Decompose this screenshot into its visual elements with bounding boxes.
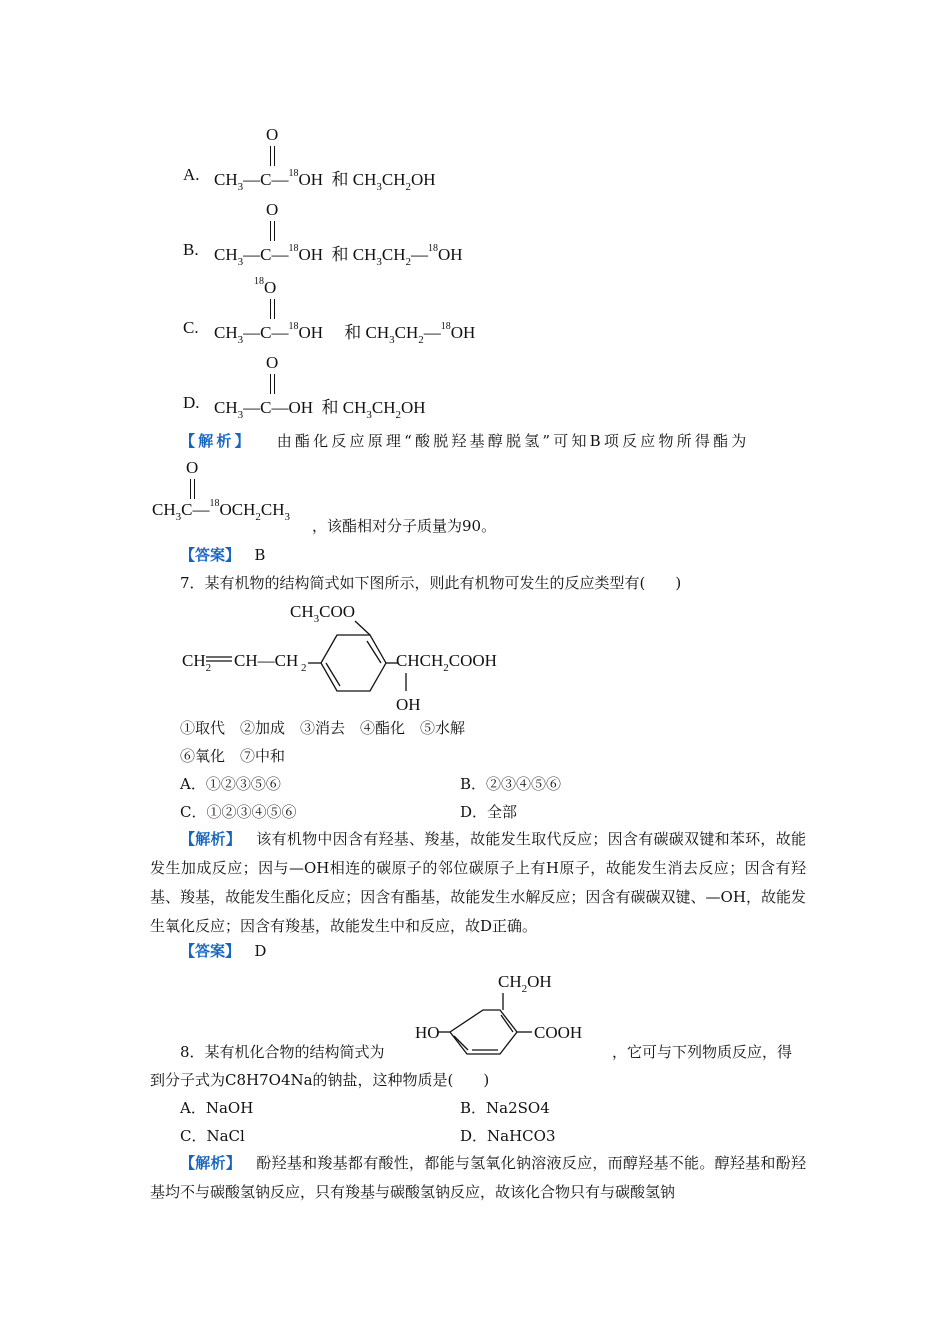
q8-option-d: D．NaHCO3 (460, 1127, 556, 1145)
q6-option-b-formula: $CH_3—C—^{18}OH$ 和 $CH_3CH_2—^{18}OH$ (214, 243, 463, 268)
q8-stem-part2: ，它可与下列物质反应，得 (612, 1043, 793, 1061)
q6-option-d-label: D. (183, 393, 200, 412)
q7-answer: 【答案】 D (180, 942, 267, 960)
q8-stem-part3: 到分子式为C8H7O4Na的钠盐，这种物质是( ) (150, 1071, 490, 1089)
q6-ester-formula: $CH_3C—^{18}OCH_2CH_3$ (152, 498, 290, 523)
q7-option-c: C．①②③④⑤⑥ (180, 803, 297, 821)
q6-ester-carbonyl-o: O (186, 458, 199, 477)
svg-text:CH3COO: $CH_3COO$ (290, 602, 356, 625)
q6-option-b-label: B. (183, 240, 199, 259)
svg-text:CHCH2COOH: $CHCH_2COOH$ (396, 651, 497, 674)
svg-text:COOH: COOH (534, 1023, 583, 1042)
q7-option-b: B．②③④⑤⑥ (460, 775, 562, 793)
q6-option-c-label: C. (183, 318, 199, 337)
q8-option-b: B．Na2SO4 (460, 1099, 550, 1117)
q7-reaction-types-line1: ①取代 ②加成 ③消去 ④酯化 ⑤水解 (180, 719, 466, 737)
q7-stem: 7．某有机物的结构简式如下图所示，则此有机物可发生的反应类型有( ) (180, 574, 682, 592)
q7-option-a: A．①②③⑤⑥ (180, 775, 281, 793)
q6-option-d-carbonyl-o: O (266, 353, 279, 372)
q7-option-d: D．全部 (460, 803, 518, 821)
q8-option-c: C．NaCl (180, 1127, 245, 1145)
q6-option-c-formula: $CH_3—C—^{18}OH$ 和 $CH_3CH_2—^{18}OH$ (214, 321, 476, 346)
svg-text:CH2: $CH_2$ (182, 651, 212, 674)
svg-text:HO: HO (415, 1023, 440, 1042)
q7-structure-diagram (170, 595, 530, 720)
q6-option-c-carbonyl-o: $^{18}$O (254, 276, 277, 297)
q6-option-a-formula: $CH_3—C—^{18}OH$ 和 $CH_3CH_2OH$ (214, 168, 436, 193)
q6-option-b-carbonyl-o: O (266, 200, 279, 219)
q8-option-a: A．NaOH (180, 1099, 254, 1117)
svg-text:CH—CH: CH—CH (234, 651, 299, 670)
svg-text:CH2OH: $CH_2OH$ (498, 972, 552, 995)
q6-option-a-label: A. (183, 165, 200, 184)
q6-answer: 【答案】 B (180, 546, 266, 564)
q8-analysis: 【解析】 酚羟基和羧基都有酸性，都能与氢氧化钠溶液反应，而醇羟基不能。醇羟基和酚羟基均不与碳酸氢钠反应，只有羧基与碳酸氢钠反应，故该化合物只有与碳酸氢钠 (150, 1154, 806, 1201)
svg-text:OH: OH (396, 695, 421, 714)
svg-text:2: 2 (301, 662, 307, 674)
q6-option-a-carbonyl-o: O (266, 125, 279, 144)
q6-analysis: 【解析】 由酯化反应原理“酸脱羟基醇脱氢”可知B项反应物所得酯为 (180, 432, 750, 450)
q6-ester-mass-text: ，该酯相对分子质量为90。 (312, 517, 497, 535)
q7-analysis: 【解析】 该有机物中因含有羟基、羧基，故能发生取代反应；因含有碳碳双键和苯环，故能发生加成反应；因与—OH相连的碳原子的邻位碳原子上有H原子，故能发生消去反应；因含有羟基、羧基，故能发生酯化反应；因含有酯基，故能发生水解反应；因含有碳碳双键、—OH，故能发生氧化反应；因含有羧基，故能发生中和反应，故D正确。 (150, 830, 806, 935)
q7-reaction-types-line2: ⑥氧化 ⑦中和 (180, 747, 286, 765)
q8-structure-diagram (410, 966, 610, 1061)
q6-option-d-formula: $CH_3—C—OH$ 和 $CH_3CH_2OH$ (214, 398, 426, 421)
q8-stem-part1: 8．某有机化合物的结构简式为 (180, 1043, 385, 1061)
